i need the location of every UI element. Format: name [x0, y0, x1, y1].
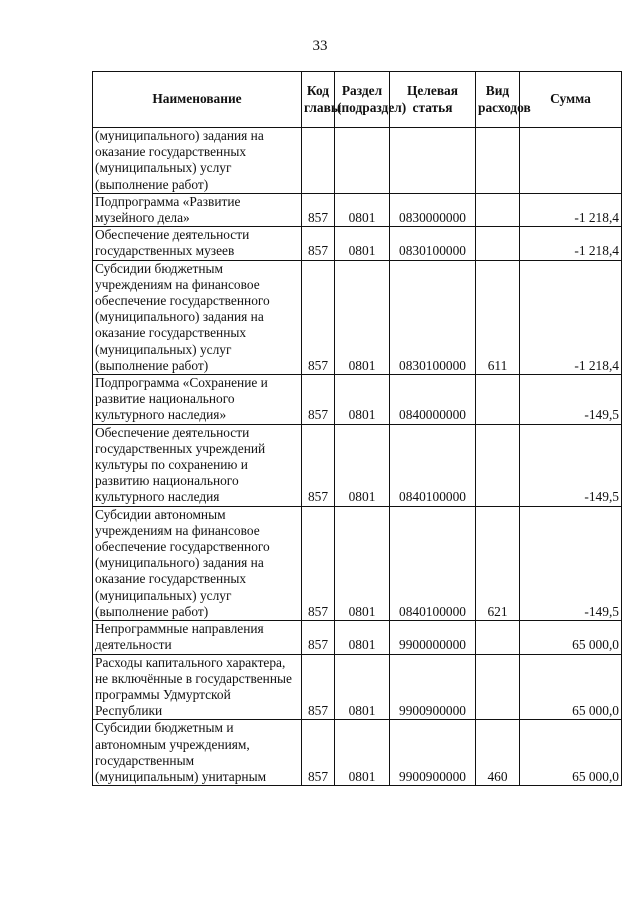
cell-section: 0801 — [335, 260, 390, 374]
cell-sum — [520, 128, 622, 194]
cell-name: Обеспечение деятельности государственных учреждений культуры по сохранению и развитию национального культурного наследия — [93, 424, 302, 506]
table-row — [93, 128, 622, 194]
cell-chapter — [302, 128, 335, 194]
cell-sum: -1 218,4 — [520, 193, 622, 226]
cell-target: 9900900000 — [390, 654, 476, 720]
cell-section: 0801 — [335, 424, 390, 506]
cell-chapter: 857 — [302, 506, 335, 620]
cell-sum: -1 218,4 — [520, 260, 622, 374]
cell-type: 621 — [476, 506, 520, 620]
table-row — [93, 506, 622, 620]
cell-section: 0801 — [335, 193, 390, 226]
budget-table — [92, 71, 622, 786]
cell-type: 611 — [476, 260, 520, 374]
cell-sum: 65 000,0 — [520, 654, 622, 720]
cell-sum: -149,5 — [520, 424, 622, 506]
cell-section: 0801 — [335, 720, 390, 786]
cell-name: Подпрограмма «Развитие музейного дела» — [93, 193, 302, 226]
table-row — [93, 424, 622, 506]
cell-section: 0801 — [335, 621, 390, 654]
cell-name: Обеспечение деятельности государственных музеев — [93, 227, 302, 260]
table-row — [93, 260, 622, 374]
cell-section: 0801 — [335, 375, 390, 425]
cell-section: 0801 — [335, 654, 390, 720]
cell-sum: 65 000,0 — [520, 621, 622, 654]
cell-sum: -1 218,4 — [520, 227, 622, 260]
cell-section — [335, 128, 390, 194]
cell-target: 9900000000 — [390, 621, 476, 654]
cell-name: Субсидии автономным учреждениям на финансовое обеспечение государственного (муниципального) задания на оказание государственных (муниципальных) услуг (выполнение работ) — [93, 506, 302, 620]
cell-chapter: 857 — [302, 193, 335, 226]
cell-target: 9900900000 — [390, 720, 476, 786]
cell-type — [476, 227, 520, 260]
table-row — [93, 227, 622, 260]
cell-type: 460 — [476, 720, 520, 786]
cell-target — [390, 128, 476, 194]
cell-target: 0830100000 — [390, 260, 476, 374]
cell-chapter: 857 — [302, 654, 335, 720]
cell-section: 0801 — [335, 506, 390, 620]
cell-sum: -149,5 — [520, 375, 622, 425]
cell-name: Расходы капитального характера, не включённые в государственные программы Удмуртской Республики — [93, 654, 302, 720]
cell-sum: -149,5 — [520, 506, 622, 620]
table-row — [93, 621, 622, 654]
table-row — [93, 375, 622, 425]
cell-target: 0830100000 — [390, 227, 476, 260]
header-sum: Сумма — [520, 72, 622, 128]
cell-name: Непрограммные направления деятельности — [93, 621, 302, 654]
cell-target: 0830000000 — [390, 193, 476, 226]
cell-target: 0840100000 — [390, 424, 476, 506]
cell-chapter: 857 — [302, 227, 335, 260]
cell-chapter: 857 — [302, 621, 335, 654]
header-section: Раздел (подраздел) — [335, 72, 390, 128]
cell-target: 0840000000 — [390, 375, 476, 425]
header-name: Наименование — [93, 72, 302, 128]
table-row — [93, 654, 622, 720]
cell-target: 0840100000 — [390, 506, 476, 620]
table-row — [93, 193, 622, 226]
cell-chapter: 857 — [302, 260, 335, 374]
cell-type — [476, 128, 520, 194]
cell-sum: 65 000,0 — [520, 720, 622, 786]
table-row — [93, 720, 622, 786]
cell-type — [476, 621, 520, 654]
cell-chapter: 857 — [302, 720, 335, 786]
cell-chapter: 857 — [302, 424, 335, 506]
cell-type — [476, 375, 520, 425]
cell-section: 0801 — [335, 227, 390, 260]
cell-name: (муниципального) задания на оказание государственных (муниципальных) услуг (выполнение работ) — [93, 128, 302, 194]
cell-type — [476, 424, 520, 506]
header-target: Целевая статья — [390, 72, 476, 128]
page-number: 33 — [312, 38, 328, 54]
header-chapter: Код главы — [302, 72, 335, 128]
cell-chapter: 857 — [302, 375, 335, 425]
cell-type — [476, 193, 520, 226]
cell-name: Субсидии бюджетным и автономным учреждениям, государственным (муниципальным) унитарным — [93, 720, 302, 786]
cell-type — [476, 654, 520, 720]
cell-name: Субсидии бюджетным учреждениям на финансовое обеспечение государственного (муниципального) задания на оказание государственных (муниципальных) услуг (выполнение работ) — [93, 260, 302, 374]
table-header-row — [93, 72, 622, 128]
cell-name: Подпрограмма «Сохранение и развитие национального культурного наследия» — [93, 375, 302, 425]
header-type: Вид расходов — [476, 72, 520, 128]
